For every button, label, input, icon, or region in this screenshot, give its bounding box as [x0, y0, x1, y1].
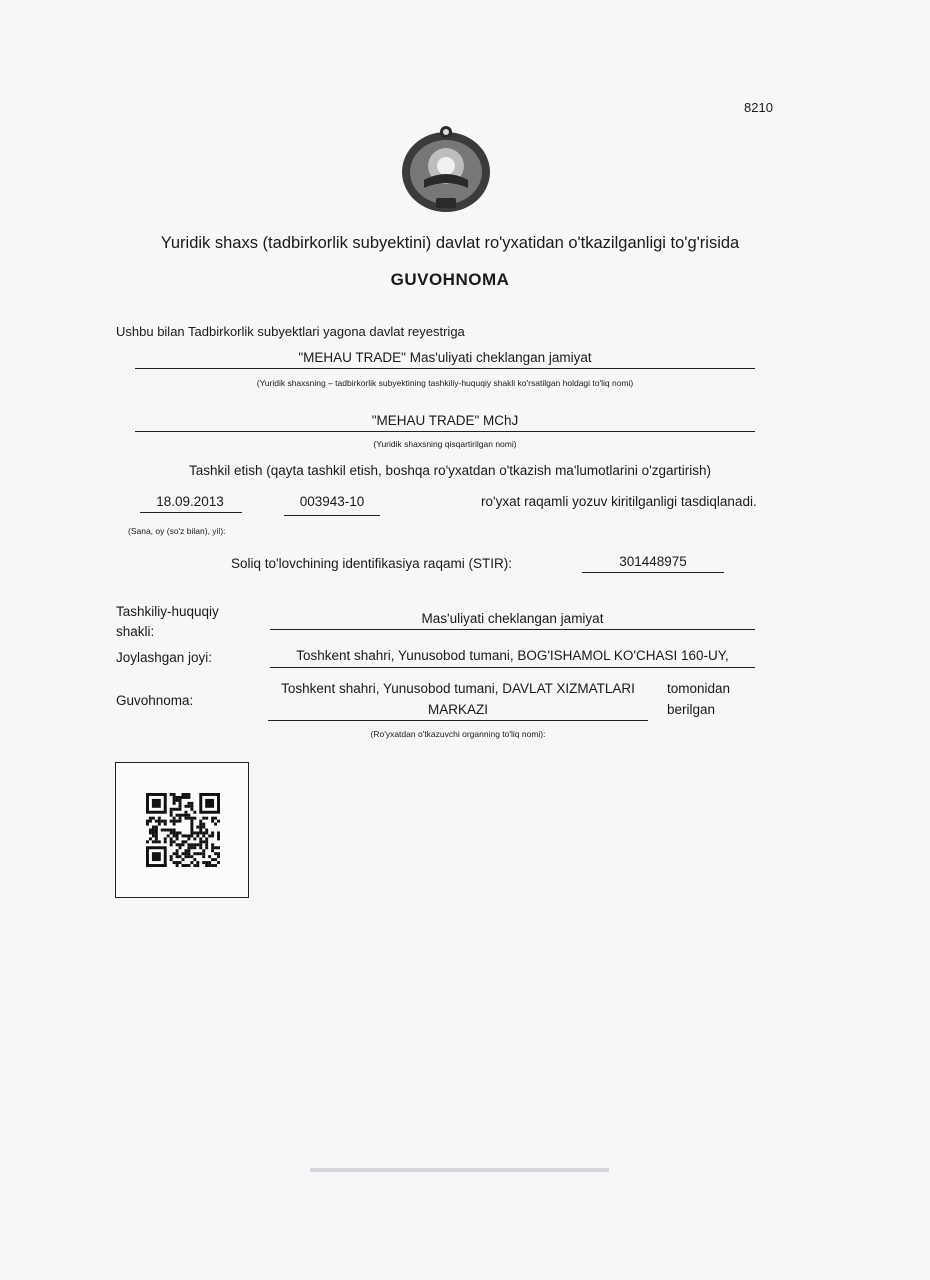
registration-number-line — [284, 515, 380, 516]
short-name-value: "MEHAU TRADE" MChJ — [371, 413, 519, 428]
establishment-note: Tashkil etish (qayta tashkil etish, boshqa ro'yxatdan o'tkazish ma'lumotlarini o'zgartirish) — [188, 463, 712, 478]
location-label: Joylashgan joyi: — [116, 650, 213, 665]
state-emblem-icon — [396, 122, 496, 218]
document-number: 8210 — [744, 100, 773, 115]
certificate-label: Guvohnoma: — [116, 693, 194, 708]
full-name-caption: (Yuridik shaxsning – tadbirkorlik subyektining tashkiliy-huquqiy shakli ko'rsatilgan holdagi to'liq nomi) — [256, 378, 634, 388]
short-name-caption: (Yuridik shaxsning qisqartirilgan nomi) — [373, 439, 517, 449]
qr-frame — [115, 762, 249, 898]
registration-date: 18.09.2013 — [156, 494, 224, 509]
full-name-value: "MEHAU TRADE" Mas'uliyati cheklangan jamiyat — [298, 350, 592, 365]
registration-number: 003943-10 — [299, 494, 365, 509]
issuer-line-1: Toshkent shahri, Yunusobod tumani, DAVLAT XIZMATLARI — [281, 681, 635, 696]
document-heading: GUVOHNOMA — [390, 270, 510, 289]
full-name-line — [135, 368, 755, 369]
issued-by-1: tomonidan — [667, 681, 731, 696]
legal-form-label-1: Tashkiliy-huquqiy — [116, 604, 219, 619]
date-caption: (Sana, oy (so'z bilan), yil): — [128, 526, 226, 536]
registration-date-line — [140, 512, 242, 513]
legal-form-value: Mas'uliyati cheklangan jamiyat — [421, 611, 604, 626]
document-title: Yuridik shaxs (tadbirkorlik subyektini) davlat ro'yxatidan o'tkazilganligi to'g'risida — [160, 234, 740, 252]
issued-by-2: berilgan — [667, 702, 716, 717]
location-line — [270, 667, 755, 668]
issuer-line-2: MARKAZI — [427, 702, 488, 717]
legal-form-line — [270, 629, 755, 630]
qr-code-icon — [146, 793, 220, 867]
issuer-line — [268, 720, 648, 721]
tin-label: Soliq to'lovchining identifikasiya raqami (STIR): — [231, 556, 512, 571]
intro-text: Ushbu bilan Tadbirkorlik subyektlari yagona davlat reyestriga — [116, 324, 465, 339]
tin-value: 301448975 — [619, 554, 687, 569]
location-value: Toshkent shahri, Yunusobod tumani, BOG'ISHAMOL KO'CHASI 160-UY, — [296, 648, 729, 663]
issuer-caption: (Ro'yxatdan o'tkazuvchi organning to'liq nomi): — [370, 729, 546, 739]
legal-form-label-2: shakli: — [116, 624, 155, 639]
bleed-through-text: ▬▬▬▬▬▬▬▬▬▬▬▬▬▬▬▬▬▬▬▬▬▬▬ — [310, 1160, 609, 1175]
tin-line — [582, 572, 724, 573]
registration-confirm-text: ro'yxat raqamli yozuv kiritilganligi tasdiqlanadi. — [481, 494, 757, 509]
short-name-line — [135, 431, 755, 432]
